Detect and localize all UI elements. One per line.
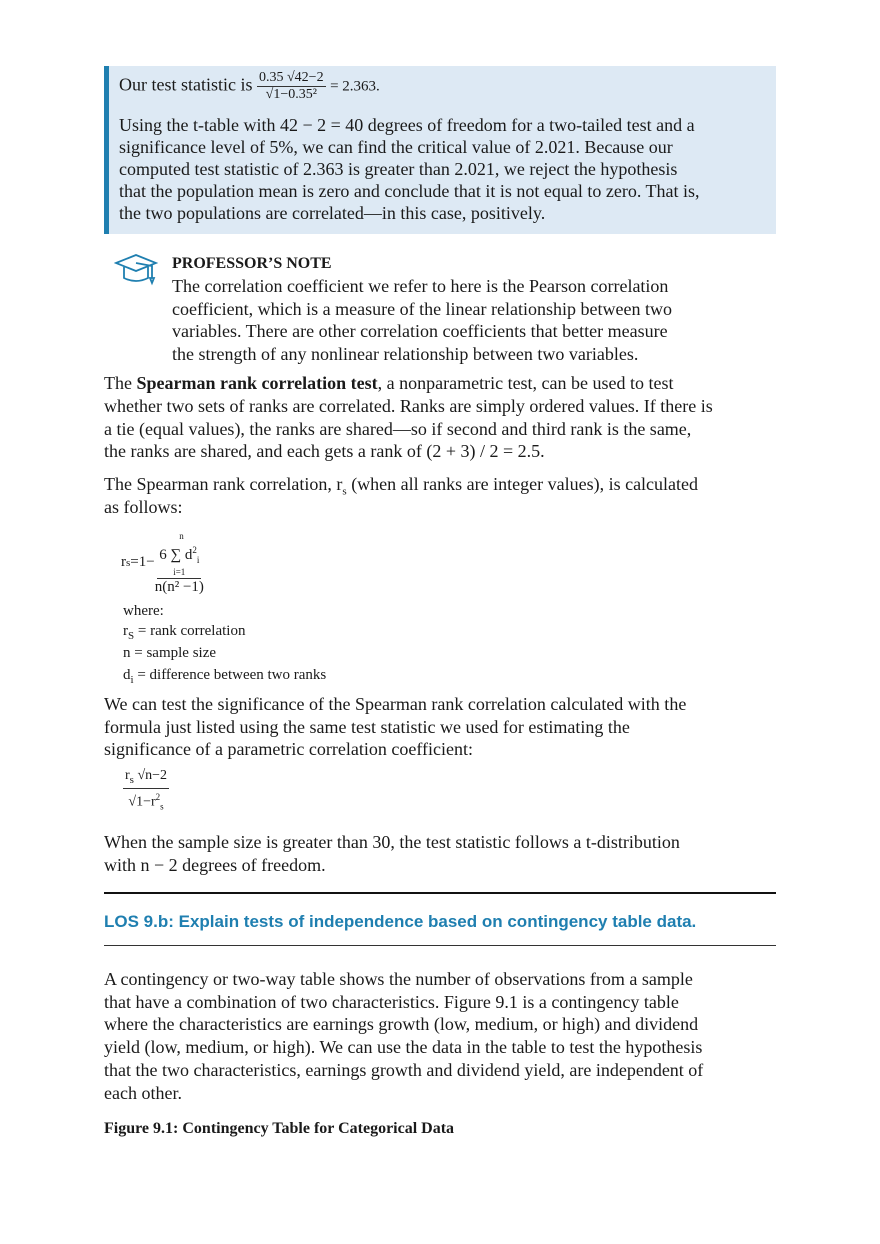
professors-note-title: PROFESSOR’S NOTE (172, 255, 332, 272)
t: r (125, 768, 130, 783)
num-text: 6 ∑ d (159, 547, 193, 563)
where-definition (123, 664, 326, 691)
graduation-cap-icon (114, 252, 158, 288)
t: √1−r (128, 794, 156, 810)
sum-lower: i=1 (173, 567, 186, 577)
definition: = rank correlation (134, 623, 246, 639)
professors-note-line: variables. There are other correlation coefficients that better measure (172, 321, 668, 342)
spearman-denominator: n(n² −1) (154, 579, 204, 595)
formula-denominator: √1−0.35² (265, 87, 317, 102)
contingency-text-line: that the two characteristics, earnings growth and dividend yield, are independent of (104, 1059, 704, 1080)
los-heading: LOS 9.b: Explain tests of independence based on contingency table data. (104, 912, 697, 931)
professors-note-line: the strength of any nonlinear relationship between two variables. (172, 344, 639, 365)
test-statistic-rs-formula (123, 768, 169, 814)
subscript: s (129, 773, 134, 786)
test-statistic-line (119, 70, 380, 103)
callout-text-line: significance level of 5%, we can find the critical value of 2.021. Because our (119, 137, 673, 157)
contingency-text-line: where the characteristics are earnings growth (low, medium, or high) and dividend (104, 1014, 699, 1035)
symbol: n (123, 645, 131, 661)
rs-para-line2: as follows: (104, 497, 183, 517)
spearman-fraction (155, 530, 204, 595)
spearman-first-line (104, 372, 674, 394)
superscript: 2 (192, 545, 197, 555)
definition: = difference between two ranks (133, 667, 327, 683)
professors-note-line: coefficient, which is a measure of the linear relationship between two (172, 298, 672, 319)
formula-lhs: r (121, 554, 126, 570)
contingency-text-line: yield (low, medium, or high). We can use the data in the table to test the hypothesis (104, 1037, 703, 1058)
rs-para-line1 (104, 473, 698, 503)
callout-lead: Our test statistic is (119, 74, 253, 95)
contingency-text-line: A contingency or two-way table shows the number of observations from a sample (104, 969, 693, 989)
formula-eq: =1− (130, 554, 155, 570)
spearman-text-line: whether two sets of ranks are correlated. Ranks are simply ordered values. If there is (104, 396, 713, 416)
spearman-numerator (157, 530, 201, 579)
professors-note-line: The correlation coefficient we refer to here is the Pearson correlation (172, 276, 669, 296)
callout-text-line: computed test statistic of 2.363 is greater than 2.021, we reject the hypothesis (119, 159, 678, 179)
significance-text-line: We can test the significance of the Spearman rank correlation calculated with the (104, 694, 687, 714)
spearman-formula (121, 530, 204, 595)
numerator (123, 768, 169, 789)
text: , a nonparametric test, can be used to test (377, 373, 674, 393)
text: The (104, 373, 137, 393)
symbol: r (123, 623, 128, 639)
spearman-term: Spearman rank correlation test (136, 373, 378, 393)
significance-text-line: significance of a parametric correlation coefficient: (104, 739, 473, 760)
spearman-text-line: the ranks are shared, and each gets a rank of (2 + 3) / 2 = 2.5. (104, 441, 545, 461)
callout-text-line: Using the t-table with 42 − 2 = 40 degrees of freedom for a two-tailed test and a (119, 115, 695, 135)
symbol: d (123, 667, 131, 683)
formula-result: = 2.363. (330, 78, 380, 95)
contingency-text-line: that have a combination of two characteristics. Figure 9.1 is a contingency table (104, 991, 679, 1012)
figure-caption: Figure 9.1: Contingency Table for Categorical Data (104, 1120, 455, 1137)
subscript: i (196, 555, 200, 565)
test-statistic-formula (257, 70, 326, 103)
subscript: i (130, 674, 134, 686)
denominator (128, 789, 163, 814)
section-divider-bottom (104, 945, 776, 946)
t-distribution-text-line: When the sample size is greater than 30, the test statistic follows a t-distribution (104, 832, 680, 852)
subscript: s (126, 556, 131, 569)
callout-text-line: that the population mean is zero and conclude that it is not equal to zero. That is, (119, 181, 700, 201)
where-label: where: (123, 603, 164, 619)
text: (when all ranks are integer values), is calculated (346, 474, 699, 494)
t: √n−2 (133, 768, 168, 783)
t-distribution-text-line: with n − 2 degrees of freedom. (104, 854, 326, 875)
subscript: s (342, 485, 347, 498)
text: The Spearman rank correlation, r (104, 474, 343, 494)
formula-numerator: 0.35 √42−2 (259, 70, 324, 85)
subscript: s (160, 801, 164, 812)
sum-upper: n (179, 531, 184, 541)
subscript: S (128, 630, 135, 642)
superscript: 2 (155, 791, 161, 802)
significance-text-line: formula just listed using the same test statistic we used for estimating the (104, 716, 630, 737)
definition: = sample size (130, 645, 217, 661)
spearman-text-line: a tie (equal values), the ranks are shared—so if second and third rank is the same, (104, 418, 692, 439)
contingency-text-line: each other. (104, 1082, 182, 1103)
section-divider-top (104, 892, 776, 894)
callout-text-line: the two populations are correlated—in this case, positively. (119, 203, 546, 223)
